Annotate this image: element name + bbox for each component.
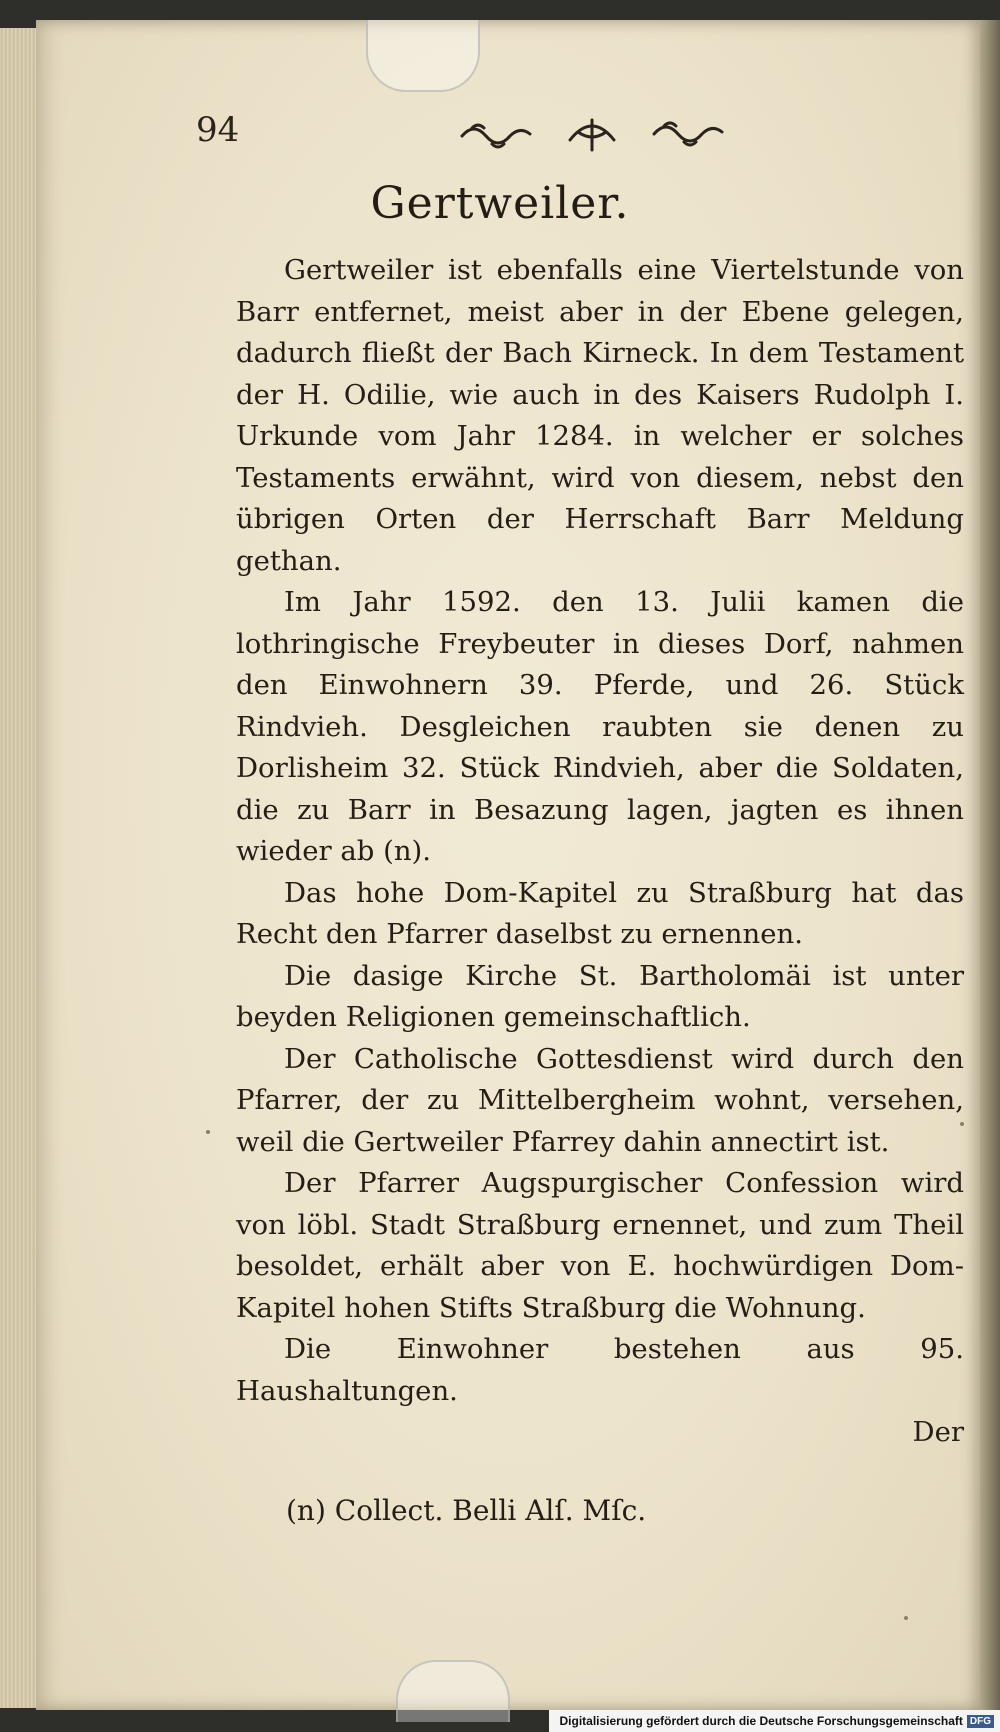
body-text (236, 250, 964, 1454)
paragraph: Die dasige Kirche St. Bartholomäi ist unter beyden Religionen gemeinschaftlich. (236, 959, 964, 1033)
digitization-credit (549, 1710, 1000, 1732)
page-header (196, 110, 756, 160)
paragraph: Gertweiler ist ebenfalls eine Viertelstunde von Barr entfernet, meist aber in der Ebene gelegen, dadurch fließt der Bach Kirneck. In dem Testament der H. Odilie, wie auch in des Kaisers Rudolph I. Urkunde vom Jahr 1284. in welcher er solches Testaments erwähnt, wird von diesem, nebst den übrigen Orten der Herrschaft Barr Meldung gethan. (236, 254, 964, 577)
page-clip-top (366, 20, 480, 92)
paragraph: Der Pfarrer Augspurgischer Confession wird von löbl. Stadt Straßburg ernennet, und zum Theil besoldet, erhält aber von E. hochwürdigen Dom-Kapitel hohen Stifts Straßburg die Wohnung. (236, 1167, 964, 1324)
paper-speck (206, 1130, 210, 1134)
paragraph: Die Einwohner bestehen aus 95. Haushaltungen. (236, 1333, 964, 1407)
page-number: 94 (196, 110, 240, 150)
paragraph: Im Jahr 1592. den 13. Julii kamen die lothringische Freybeuter in dieses Dorf, nahmen den Einwohnern 39. Pferde, und 26. Stück Rindvieh. Desgleichen raubten sie denen zu Dorlisheim 32. Stück Rindvieh, aber die Soldaten, die zu Barr in Besazung lagen, jagten es ihnen wieder ab (n). (236, 586, 964, 867)
header-ornament-icon (452, 114, 732, 154)
page-title: Gertweiler. (370, 178, 630, 229)
paper-speck (904, 1616, 908, 1620)
paragraph: Das hohe Dom-Kapitel zu Straßburg hat das Recht den Pfarrer daselbst zu ernennen. (236, 876, 964, 950)
footnote: (n) Collect. Belli Alſ. Mſc. (286, 1494, 647, 1527)
paper-speck (960, 1122, 964, 1126)
book-page-edges-left (0, 28, 38, 1708)
catchword-line (236, 1412, 964, 1454)
page-clip-bottom (396, 1660, 510, 1722)
dfg-logo: DFG (967, 1715, 994, 1728)
catchword: Der (912, 1416, 964, 1448)
paragraph: Der Catholische Gottesdienst wird durch den Pfarrer, der zu Mittelbergheim wohnt, versehen, weil die Gertweiler Pfarrey dahin annectirt ist. (236, 1042, 964, 1158)
book-spine-right (978, 20, 1000, 1710)
credit-text: Digitalisierung gefördert durch die Deutsche Forschungsgemeinschaft (559, 1714, 963, 1728)
